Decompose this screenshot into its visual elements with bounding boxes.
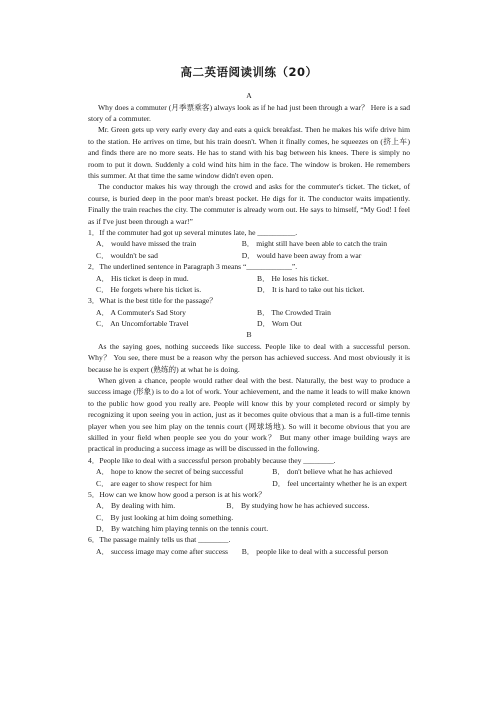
option-1a: A． would have missed the train — [96, 239, 197, 249]
question-5: 5．How can we know how good a person is at his work？ — [88, 489, 266, 499]
option-3d: D． Worn Out — [257, 319, 302, 329]
question-4-options-row-1 — [88, 466, 410, 477]
question-6: 6．The passage mainly tells us that ________. — [88, 535, 231, 545]
option-6a: A． success image may come after success — [96, 546, 228, 556]
option-3b: B． The Crowded Train — [257, 307, 331, 317]
question-3-options-row-2 — [88, 318, 410, 329]
passage-b-paragraph-2: When given a chance, people would rather deal with the best. Naturally, the best way to produce a success image (形象) is to do a lot of work. Your achievement, and the name it leads to will make known to the public how good you really are. People will know this by your completed record or simply by recognizing it upon seeing you in action, just as it becomes quite obvious that a man is a full-time tennis player when you see him play on the tennis court (网球场地). So will it become obvious that you are skilled in your field when people see you do your work？ But many other image building ways are practical in producing a success image as will be discussed in the following. — [88, 376, 410, 454]
question-4: 4．People like to deal with a successful person probably because they ________. — [88, 455, 336, 465]
option-2a: A． His ticket is deep in mud. — [96, 273, 189, 283]
question-4-options-row-2 — [88, 478, 410, 489]
question-1: 1．If the commuter had got up several minutes late, he __________. — [88, 227, 298, 237]
option-3a: A． A Commuter's Sad Story — [96, 307, 186, 317]
passage-b-letter: B — [246, 330, 252, 340]
option-4d: D． feel uncertainty whether he is an expert — [272, 478, 408, 488]
option-1b: B． might still have been able to catch the train — [241, 239, 387, 249]
worksheet — [88, 64, 410, 557]
passage-a-paragraph-1: Why does a commuter (月季票乘客) always look as if he had just been through a war？ Here is a sad story of a commuter. — [88, 102, 410, 124]
question-5-options-row-2 — [88, 512, 410, 523]
question-5-options-row-1 — [88, 500, 410, 511]
question-1-options-row-1 — [88, 238, 410, 249]
option-4b: B． don't believe what he has achieved — [272, 467, 393, 477]
passage-b-paragraph-1: As the saying goes, nothing succeeds like success. People like to deal with a successful person. Why？ You see, there must be a reason why the person has achieved success. And most obviously it is because he is expert (熟练的) at what he is doing. — [88, 341, 410, 374]
option-5c: C． By just looking at him doing something. — [96, 512, 234, 522]
option-6b: B． people like to deal with a successful person — [241, 546, 389, 556]
question-2-options-row-2 — [88, 284, 410, 295]
question-1-options-row-2 — [88, 250, 410, 261]
option-5d: D． By watching him playing tennis on the tennis court. — [96, 524, 269, 534]
question-3-options-row-1 — [88, 307, 410, 318]
option-2d: D． It is hard to take out his ticket. — [257, 284, 365, 294]
option-1d: D． would have been away from a war — [241, 250, 362, 260]
option-4c: C． are eager to show respect for him — [96, 478, 212, 488]
option-3c: C． An Uncomfortable Travel — [96, 319, 189, 329]
passage-a-letter: A — [246, 91, 252, 101]
question-3: 3．What is the best title for the passage？ — [88, 296, 217, 306]
question-6-options-row-1 — [88, 546, 410, 557]
page-title: 高二英语阅读训练（20） — [180, 65, 318, 79]
option-4a: A． hope to know the secret of being successful — [96, 467, 244, 477]
question-2: 2．The underlined sentence in Paragraph 3 means “____________”. — [88, 262, 298, 272]
option-2c: C． He forgets where his ticket is. — [96, 284, 202, 294]
question-5-options-row-3 — [88, 523, 410, 534]
option-5a: A． By dealing with him. — [96, 501, 176, 511]
passage-a-paragraph-2: Mr. Green gets up very early every day and eats a quick breakfast. Then he makes his wife drive him to the station. He arrives on time, but his train doesn't. When it finally comes, he squeezes on (挤上车) and finds there are no more seats. He has to stand with his bag between his knees. There is simply no room to put it down. Suddenly a cold wind hits him in the face. The window is broken. He remembers this summer. At that time the same window didn't even open. — [88, 125, 410, 180]
passage-a-paragraph-3: The conductor makes his way through the crowd and asks for the commuter's ticket. The ticket, of course, is buried deep in the poor man's breast pocket. He digs for it. The conductor waits impatiently. Finally the train reaches the city. The commuter is already worn out. He says to himself, “My God! I feel as if I've just been through a war!” — [88, 182, 410, 226]
option-1c: C． wouldn't be sad — [96, 250, 158, 260]
option-2b: B． He loses his ticket. — [257, 273, 329, 283]
question-2-options-row-1 — [88, 273, 410, 284]
option-5b: B． By studying how he has achieved success. — [226, 501, 370, 511]
